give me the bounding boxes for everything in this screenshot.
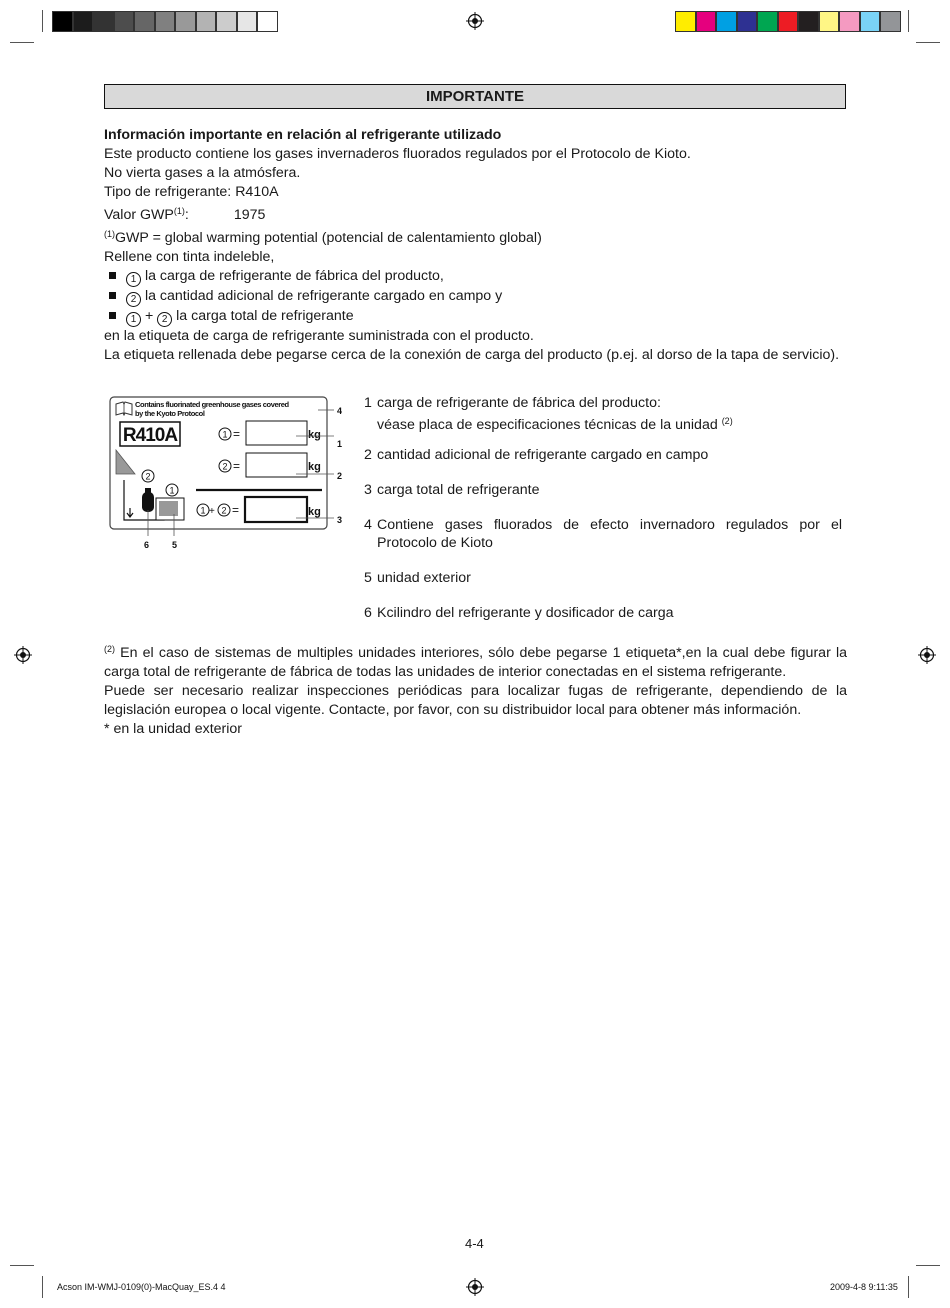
callout-number-5: 5	[172, 540, 178, 550]
bullet-item	[104, 307, 847, 327]
plus-sign: +	[209, 506, 215, 517]
crop-mark	[916, 42, 940, 43]
bullet-text: la cantidad adicional de refrigerante cargado en campo y	[144, 288, 503, 304]
circled-number: 2	[126, 292, 141, 307]
crop-mark	[42, 10, 43, 32]
note-marker: (2)	[104, 644, 115, 654]
gwp-colon: :	[184, 207, 189, 223]
legend-item	[364, 481, 842, 499]
gwp-footnote	[104, 225, 847, 248]
callout-number-3: 3	[337, 515, 343, 525]
color-swatch	[114, 11, 135, 32]
legend-number: 1	[364, 395, 372, 411]
equals-sign: =	[233, 427, 241, 441]
color-swatch	[737, 11, 758, 32]
legend-subtext: véase placa de especificaciones técnicas de la unidad	[377, 417, 718, 433]
color-swatch	[52, 11, 73, 32]
legend-number: 6	[364, 605, 372, 621]
legend-number: 5	[364, 570, 372, 586]
legend-number: 4	[364, 517, 372, 533]
legend-text: carga total de refrigerante	[377, 482, 540, 498]
circled-number: 1	[126, 312, 141, 327]
bullet-text: la carga total de refrigerante	[176, 308, 354, 324]
crop-mark	[10, 42, 34, 43]
color-swatch	[237, 11, 258, 32]
color-swatch	[93, 11, 114, 32]
color-swatch	[73, 11, 94, 32]
color-swatch	[696, 11, 717, 32]
color-swatch	[860, 11, 881, 32]
intro-section	[104, 126, 847, 365]
callout-number-4: 4	[337, 406, 343, 416]
gwp-footnote-text: GWP = global warming potential (potencial de calentamiento global)	[115, 230, 542, 246]
legend-text: Contiene gases fluorados de efecto invernadoro regulados por el Protocolo de Kioto	[377, 517, 842, 551]
unit-kg: kg	[308, 461, 321, 473]
crop-mark	[42, 1276, 43, 1298]
square-bullet-icon	[109, 312, 116, 319]
footer-timestamp: 2009-4-8 9:11:35	[830, 1282, 898, 1292]
color-swatch	[675, 11, 696, 32]
refrigerant-type-label: Tipo de refrigerante:	[104, 184, 232, 200]
circled-number-text: 2	[221, 505, 227, 516]
label-supplied-statement: en la etiqueta de carga de refrigerante suministrada con el producto.	[104, 328, 534, 344]
circled-number-text: 2	[145, 471, 151, 482]
callout-number-6: 6	[144, 540, 150, 550]
callout-number-1: 1	[337, 439, 343, 449]
color-swatch	[819, 11, 840, 32]
callout-number-2: 2	[337, 471, 343, 481]
note-text: En el caso de sistemas de multiples unidades interiores, sólo debe pegarse 1 etiqueta*,en la cual debe figurar la carga total de refrigerante de fábrica de todas las unidades de interior conectadas en el sistema refrigerante.	[104, 645, 847, 680]
circled-number-text: 1	[169, 485, 175, 496]
registration-mark-icon	[918, 646, 936, 664]
legend-item	[364, 604, 842, 622]
fill-instruction: Rellene con tinta indeleble,	[104, 249, 275, 265]
unit-kg: kg	[308, 506, 321, 518]
color-swatch	[757, 11, 778, 32]
label-header-line2: by the Kyoto Protocol	[135, 409, 205, 418]
color-swatch	[880, 11, 901, 32]
field-charge-field	[246, 453, 307, 477]
no-venting-statement: No vierta gases a la atmósfera.	[104, 165, 301, 181]
page-number: 4-4	[465, 1236, 484, 1251]
color-swatch	[716, 11, 737, 32]
unit-kg: kg	[308, 429, 321, 441]
registration-mark-icon	[14, 646, 32, 664]
legend-item	[364, 569, 842, 587]
gwp-footnote-ref: (1)	[173, 206, 185, 216]
manual-book-icon	[116, 402, 132, 415]
gwp-value: 1975	[233, 207, 266, 223]
color-swatch	[155, 11, 176, 32]
square-bullet-icon	[109, 292, 116, 299]
color-swatch	[798, 11, 819, 32]
circled-number: 1	[126, 272, 141, 287]
notes-section	[104, 640, 847, 739]
legend-item	[364, 446, 842, 464]
registration-mark-icon	[466, 1278, 484, 1296]
square-bullet-icon	[109, 272, 116, 279]
color-swatch	[175, 11, 196, 32]
circled-number-text: 1	[222, 429, 228, 440]
asterisk-note: * en la unidad exterior	[104, 721, 243, 737]
refrigerant-label-diagram	[108, 394, 358, 554]
legend-number: 2	[364, 447, 372, 463]
factory-charge-field	[246, 421, 307, 445]
crop-mark	[908, 10, 909, 32]
bullet-item	[104, 267, 847, 287]
paste-instruction: La etiqueta rellenada debe pegarse cerca de la conexión de carga del producto (p.ej. al dorso de la tapa de servicio).	[104, 347, 840, 363]
important-banner: IMPORTANTE	[104, 84, 846, 109]
kyoto-statement: Este producto contiene los gases invernaderos fluorados regulados por el Protocolo de Kioto.	[104, 146, 691, 162]
color-swatch	[839, 11, 860, 32]
refrigerant-type-row	[104, 183, 847, 202]
legend-text: cantidad adicional de refrigerante cargado en campo	[377, 447, 709, 463]
equals-sign: =	[233, 459, 241, 473]
legend-text: Kcilindro del refrigerante y dosificador de carga	[377, 605, 674, 621]
outdoor-unit-icon	[156, 498, 184, 520]
equals-sign: =	[232, 503, 240, 517]
label-header-line1: Contains fluorinated greenhouse gases covered	[135, 400, 289, 409]
footer-file-info: Acson IM-WMJ-0109(0)-MacQuay_ES.4 4	[57, 1282, 226, 1292]
crop-mark	[916, 1265, 940, 1266]
section-heading: Información importante en relación al refrigerante utilizado	[104, 127, 502, 143]
crop-mark	[10, 1265, 34, 1266]
bullet-text: la carga de refrigerante de fábrica del producto,	[144, 268, 444, 284]
legend-footnote-ref: (2)	[721, 416, 733, 426]
bullet-item	[104, 287, 847, 307]
color-swatch	[778, 11, 799, 32]
legend-text: carga de refrigerante de fábrica del producto:	[377, 395, 661, 411]
legend-item	[364, 516, 842, 552]
gwp-row	[104, 202, 847, 225]
legend-item	[364, 394, 842, 434]
legend-subtext-row	[377, 412, 842, 434]
legend-number: 3	[364, 482, 372, 498]
refrigerant-badge-text: R410A	[122, 425, 178, 446]
color-swatch	[257, 11, 278, 32]
circled-number-text: 2	[222, 461, 228, 472]
plus-sign: +	[144, 308, 154, 324]
registration-mark-icon	[466, 12, 484, 30]
legend-text: unidad exterior	[377, 570, 471, 586]
circled-number-text: 1	[200, 505, 206, 516]
color-swatch	[196, 11, 217, 32]
refrigerant-type-value: R410A	[235, 184, 279, 200]
gwp-footnote-marker: (1)	[104, 229, 115, 239]
multi-unit-note	[104, 640, 847, 682]
circled-number: 2	[157, 312, 172, 327]
gwp-label: Valor GWP	[104, 207, 174, 223]
crop-mark	[908, 1276, 909, 1298]
color-swatch	[134, 11, 155, 32]
color-swatch	[216, 11, 237, 32]
inspection-note: Puede ser necesario realizar inspecciones periódicas para localizar fugas de refrigerante, dependiendo de la legislación europea o local vigente. Contacte, por favor, con su distribuidor local para obtener más información.	[104, 683, 847, 718]
